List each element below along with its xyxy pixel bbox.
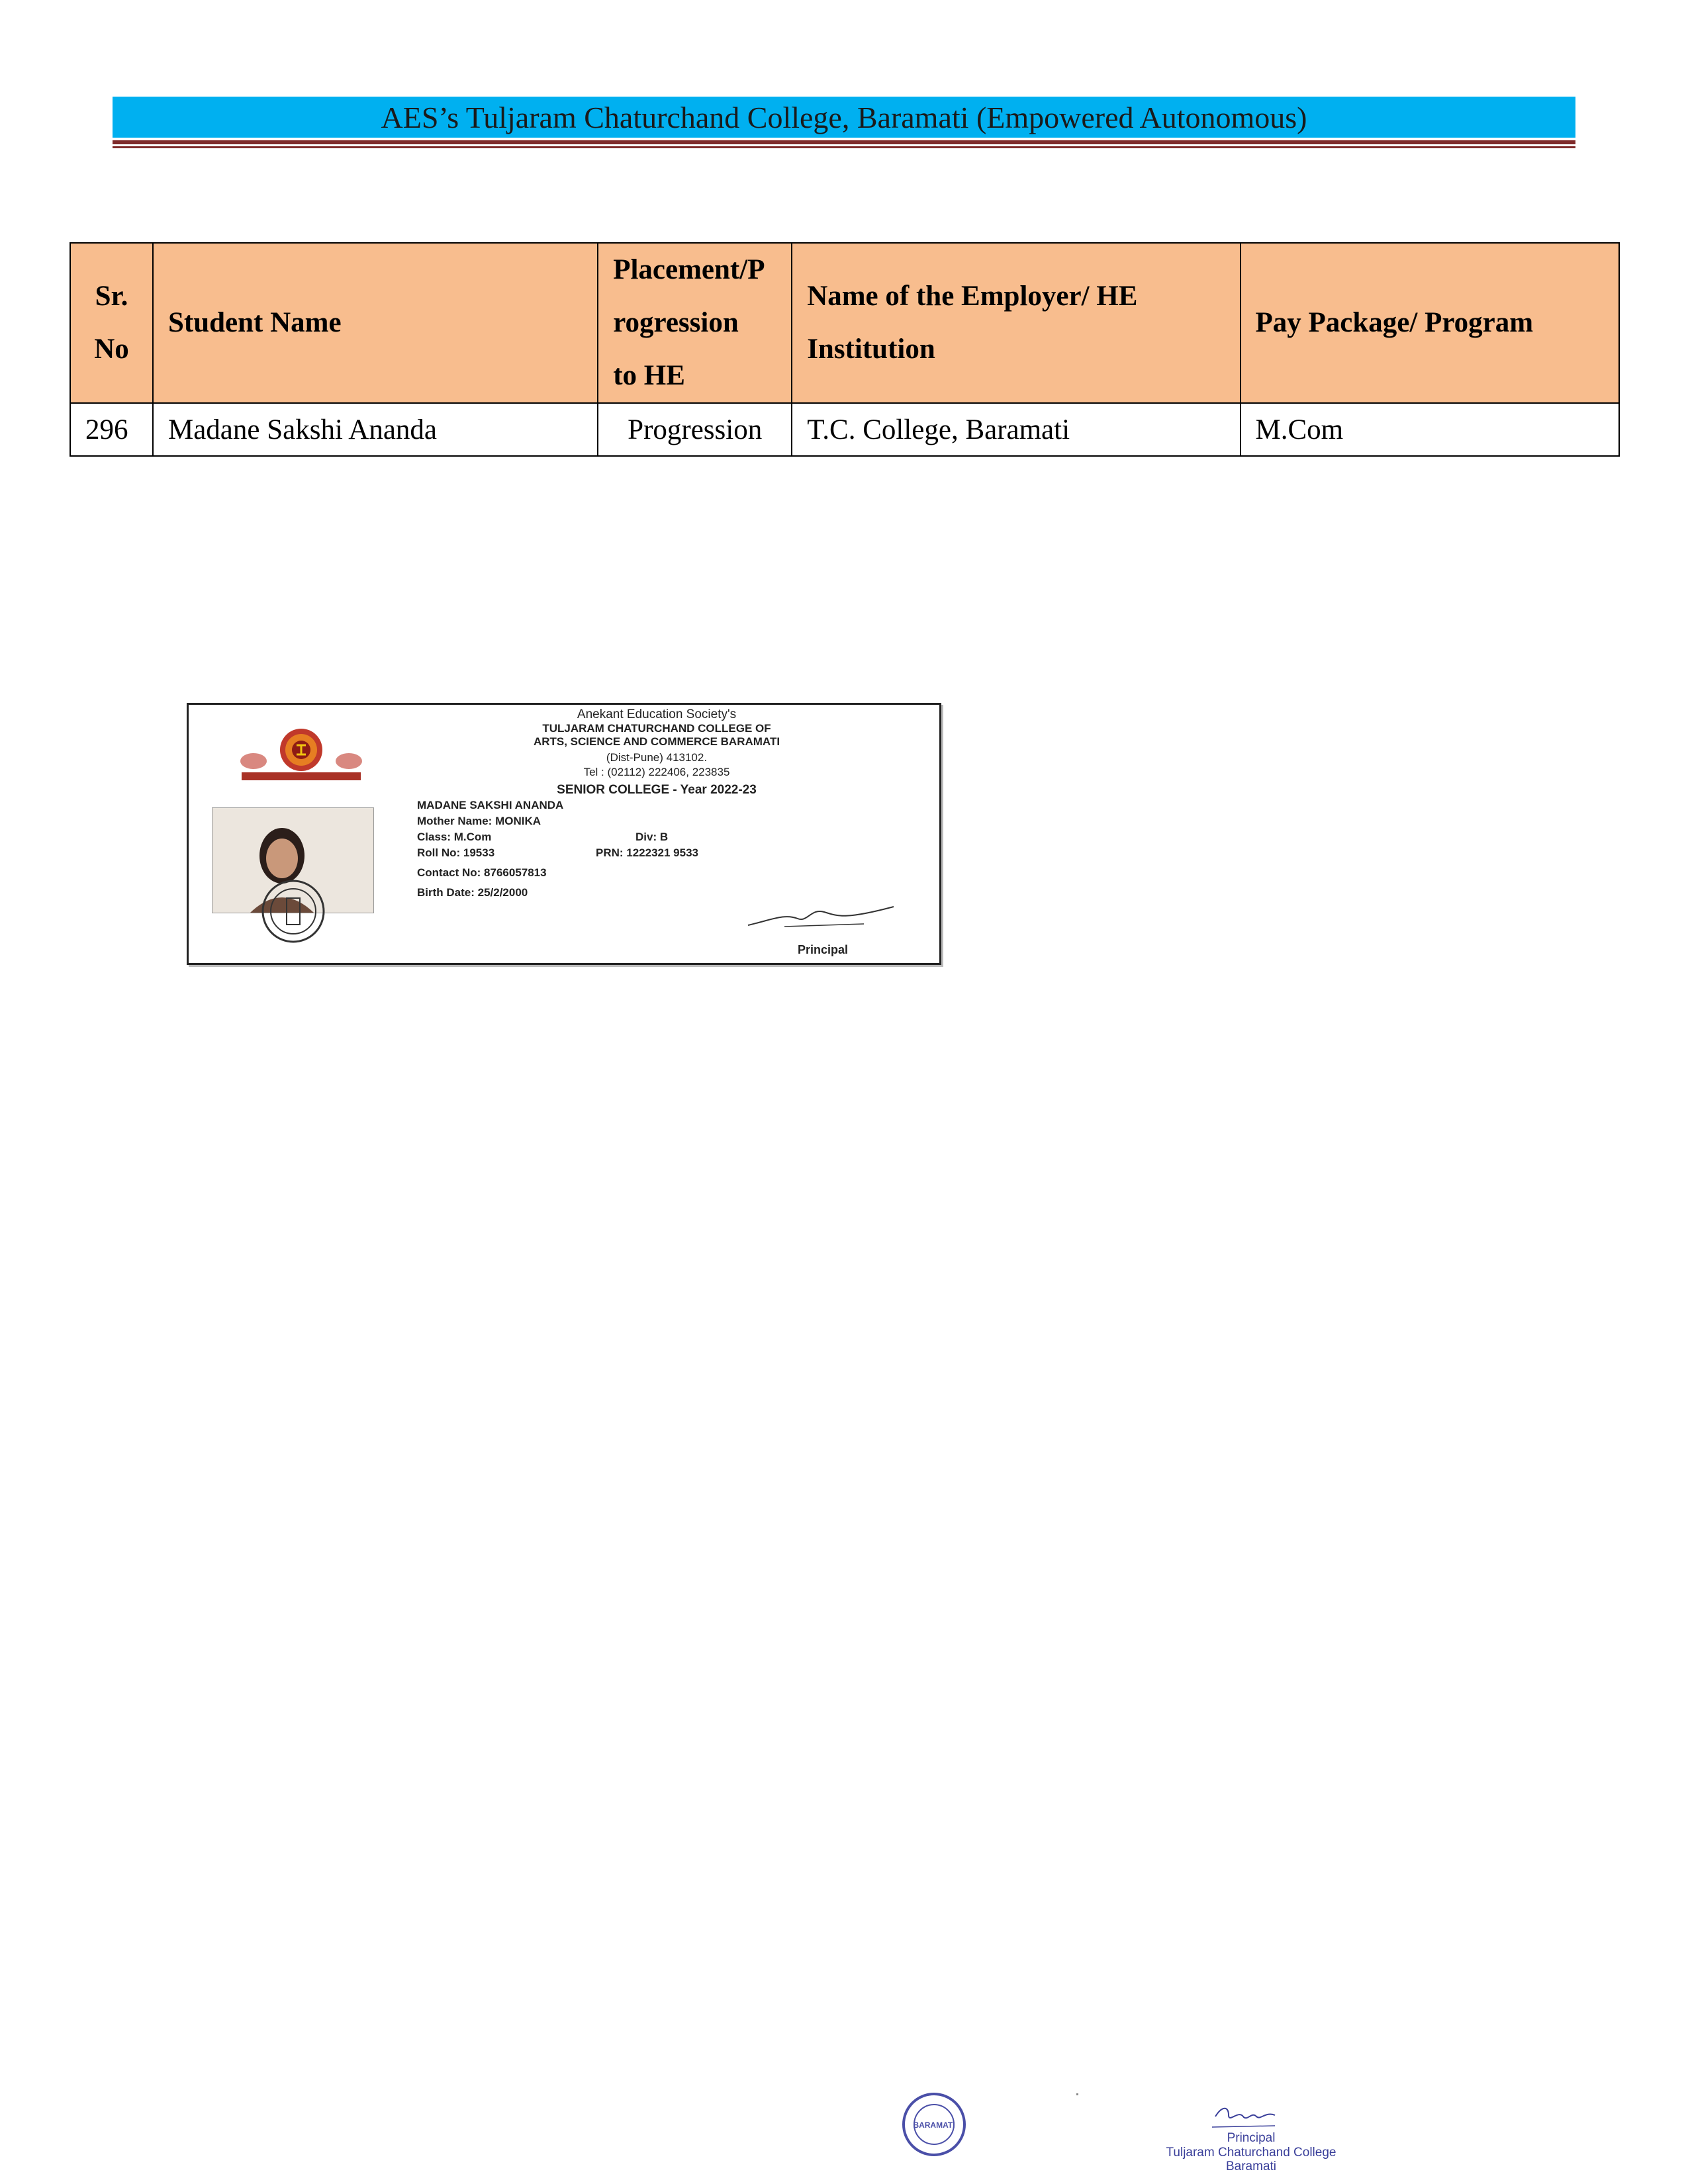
id-card-society: Anekant Education Society's (577, 707, 737, 721)
id-card-address: (Dist-Pune) 413102. (606, 751, 708, 764)
footer-principal-label: Principal (1227, 2131, 1276, 2145)
cell-placement: Progression (598, 403, 792, 456)
footer-dot (1076, 2093, 1078, 2095)
id-card-college-line2: ARTS, SCIENCE AND COMMERCE BARAMATI (533, 735, 780, 748)
id-card-class: Class: M.Com (417, 831, 492, 843)
college-round-stamp-icon (898, 2091, 970, 2158)
id-card-div: Div: B (635, 831, 669, 843)
cell-pay-package: M.Com (1241, 403, 1619, 456)
cell-sr-no: 296 (70, 403, 153, 456)
id-card-phone: Tel : (02112) 222406, 223835 (583, 766, 730, 778)
id-card-birth-date: Birth Date: 25/2/2000 (417, 886, 528, 899)
principal-footer-signature-icon (1209, 2103, 1282, 2130)
id-card-roll-no: Roll No: 19533 (417, 846, 495, 859)
col-header-sr-no: Sr. No (70, 243, 153, 403)
table-header-row (70, 243, 1619, 403)
header-rule-thin (113, 146, 1575, 148)
id-card-mother-name: Mother Name: MONIKA (417, 815, 541, 827)
student-id-card (187, 703, 941, 965)
cell-employer: T.C. College, Baramati (792, 403, 1240, 456)
footer-city: Baramati (1225, 2160, 1277, 2173)
footer-college-name: Tuljaram Chaturchand College (1166, 2146, 1336, 2160)
placement-table (70, 242, 1620, 457)
id-card-session: SENIOR COLLEGE - Year 2022-23 (557, 783, 757, 797)
col-header-employer: Name of the Employer/ HE Institution (792, 243, 1240, 403)
col-header-pay-package: Pay Package/ Program (1241, 243, 1619, 403)
header-rule-thick (113, 140, 1575, 144)
id-card-college-line1: TULJARAM CHATURCHAND COLLEGE OF (542, 722, 771, 735)
stamp-text: BARAMATI (913, 2120, 955, 2130)
id-card-principal-label: Principal (798, 943, 849, 956)
college-emblem-icon (235, 725, 367, 784)
principal-signature-icon (745, 900, 897, 933)
col-header-student-name: Student Name (153, 243, 598, 403)
id-card-student-name: MADANE SAKSHI ANANDA (417, 799, 564, 811)
document-header-title: AES’s Tuljaram Chaturchand College, Baramati (Empowered Autonomous) (381, 100, 1307, 134)
table-row (70, 403, 1619, 456)
id-card-prn: PRN: 1222321 9533 (596, 846, 699, 859)
college-seal-icon (260, 878, 326, 944)
id-card-contact: Contact No: 8766057813 (417, 866, 547, 879)
col-header-placement: Placement/P rogression to HE (598, 243, 792, 403)
cell-student-name: Madane Sakshi Ananda (153, 403, 598, 456)
document-header-band (113, 97, 1575, 138)
